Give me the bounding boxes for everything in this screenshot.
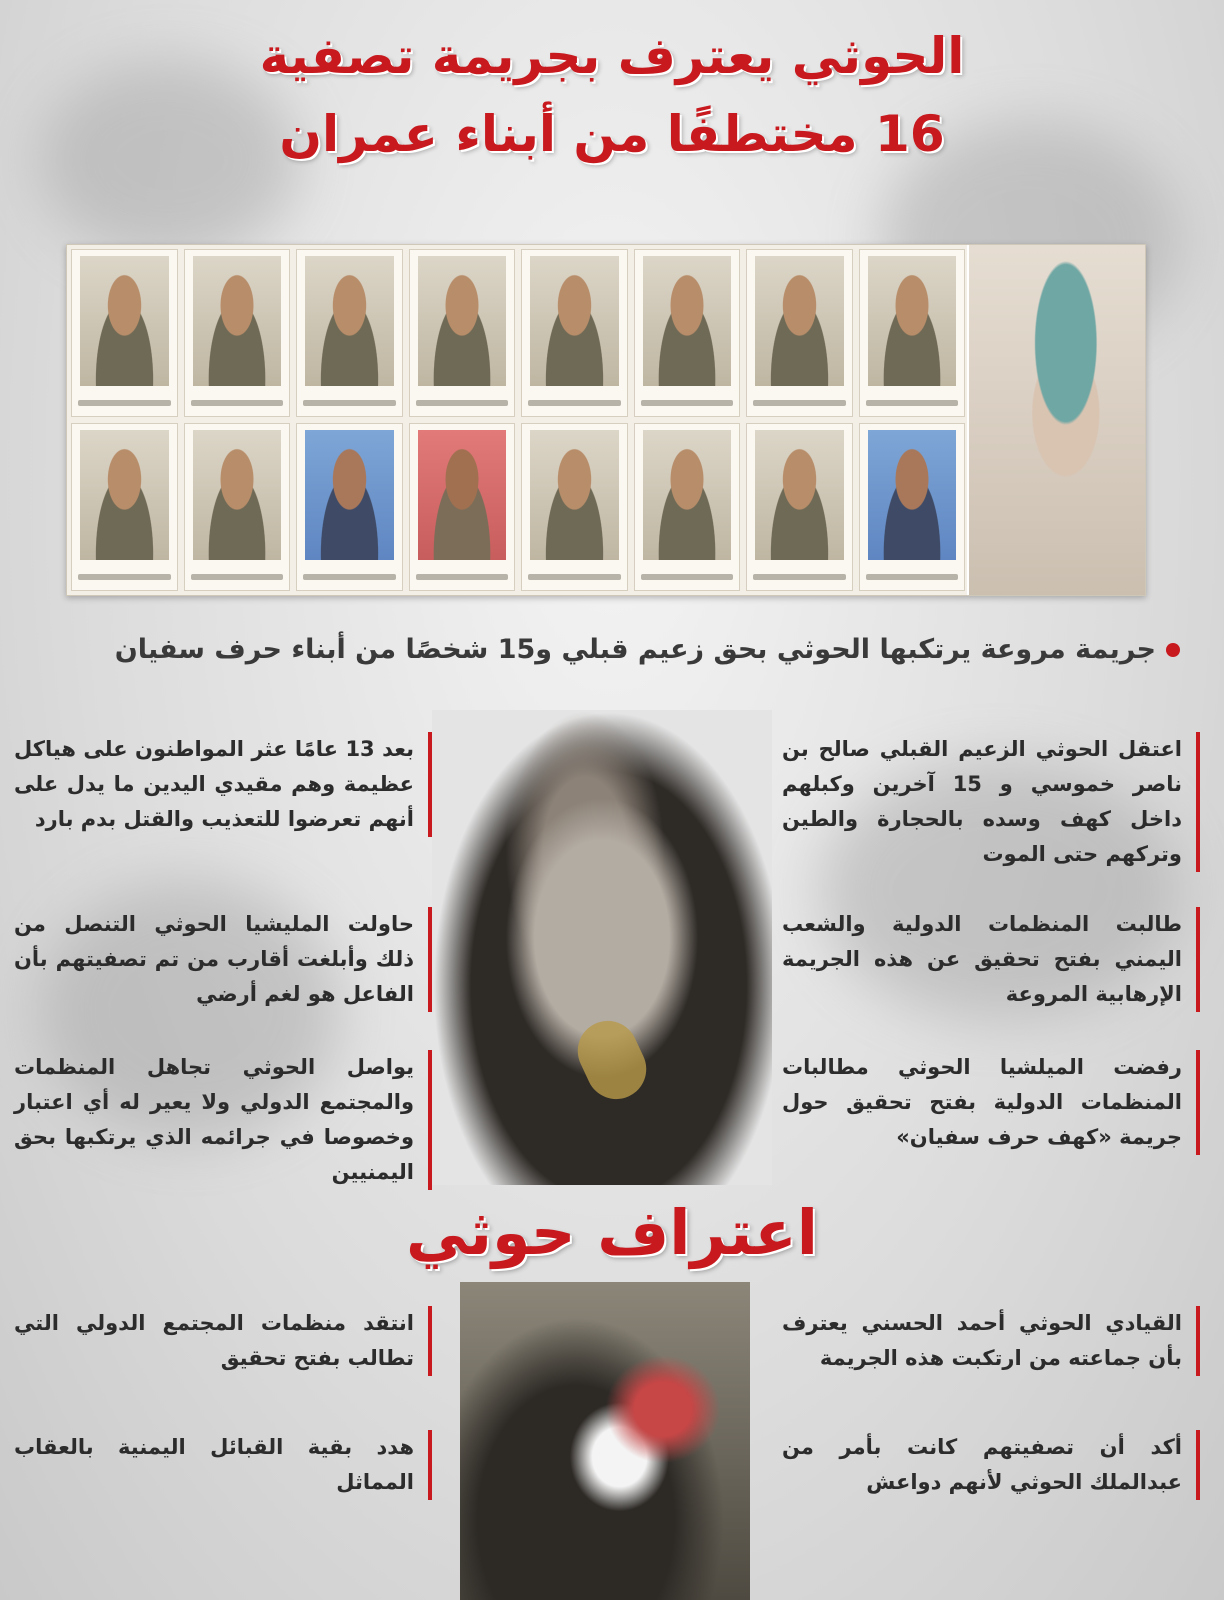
- main-title-line-2: 16 مختطفًا من أبناء عمران: [279, 105, 945, 163]
- victim-photo: [746, 423, 853, 591]
- victims-photo-strip: [66, 244, 1146, 596]
- confession-block: هدد بقية القبائل اليمنية بالعقاب المماثل: [14, 1430, 432, 1500]
- victim-photo: [184, 423, 291, 591]
- subtitle-text: جريمة مروعة يرتكبها الحوثي بحق زعيم قبلي و15 شخصًا من أبناء حرف سفيان: [114, 634, 1156, 665]
- victim-photo: [71, 249, 178, 417]
- victims-photo-grid: [71, 249, 965, 591]
- victim-photo: [296, 423, 403, 591]
- victim-photo: [184, 249, 291, 417]
- fact-block: حاولت المليشيا الحوثي التنصل من ذلك وأبلغت أقارب من تم تصفيتهم بأن الفاعل هو لغم أرضي: [14, 907, 432, 1012]
- subtitle: [115, 634, 1180, 665]
- victim-photo: [859, 249, 966, 417]
- victim-photo: [409, 249, 516, 417]
- victim-photo: [859, 423, 966, 591]
- victim-photo: [409, 423, 516, 591]
- confession-block: القيادي الحوثي أحمد الحسني يعترف بأن جماعته من ارتكبت هذه الجريمة: [782, 1306, 1200, 1376]
- victim-photo: [521, 249, 628, 417]
- victim-photo: [634, 249, 741, 417]
- confession-heading: اعتراف حوثي: [406, 1196, 818, 1269]
- fact-block: طالبت المنظمات الدولية والشعب اليمني بفتح تحقيق عن هذه الجريمة الإرهابية المروعة: [782, 907, 1200, 1012]
- shackle-shape: [568, 1011, 656, 1109]
- fact-block: اعتقل الحوثي الزعيم القبلي صالح بن ناصر خموسي و 15 آخرين وكبلهم داخل كهف وسده بالحجارة والطين وتركهم حتى الموت: [782, 732, 1200, 872]
- fact-block: بعد 13 عامًا عثر المواطنون على هياكل عظيمة وهم مقيدي اليدين ما يدل على أنهم تعرضوا للتعذيب والقتل بدم بارد: [14, 732, 432, 837]
- bullet-dot-icon: [1166, 643, 1180, 657]
- victim-photo: [746, 249, 853, 417]
- confession-block: انتقد منظمات المجتمع الدولي التي تطالب بفتح تحقيق: [14, 1306, 432, 1376]
- victim-photo: [296, 249, 403, 417]
- skeleton-remains-photo: [432, 710, 772, 1185]
- cave-site-photo: [460, 1282, 750, 1600]
- fact-block: رفضت الميلشيا الحوثي مطالبات المنظمات الدولية بفتح تحقيق حول جريمة «كهف حرف سفيان»: [782, 1050, 1200, 1155]
- victim-photo: [71, 423, 178, 591]
- confession-block: أكد أن تصفيتهم كانت بأمر من عبدالملك الحوثي لأنهم دواعش: [782, 1430, 1200, 1500]
- victim-photo: [634, 423, 741, 591]
- tribal-leader-portrait: [967, 245, 1145, 595]
- victim-photo: [521, 423, 628, 591]
- main-title-line-1: الحوثي يعترف بجريمة تصفية: [259, 27, 965, 85]
- fact-block: يواصل الحوثي تجاهل المنظمات والمجتمع الدولي ولا يعير له أي اعتبار وخصوصا في جرائمه الذي يرتكبها بحق اليمنيين: [14, 1050, 432, 1190]
